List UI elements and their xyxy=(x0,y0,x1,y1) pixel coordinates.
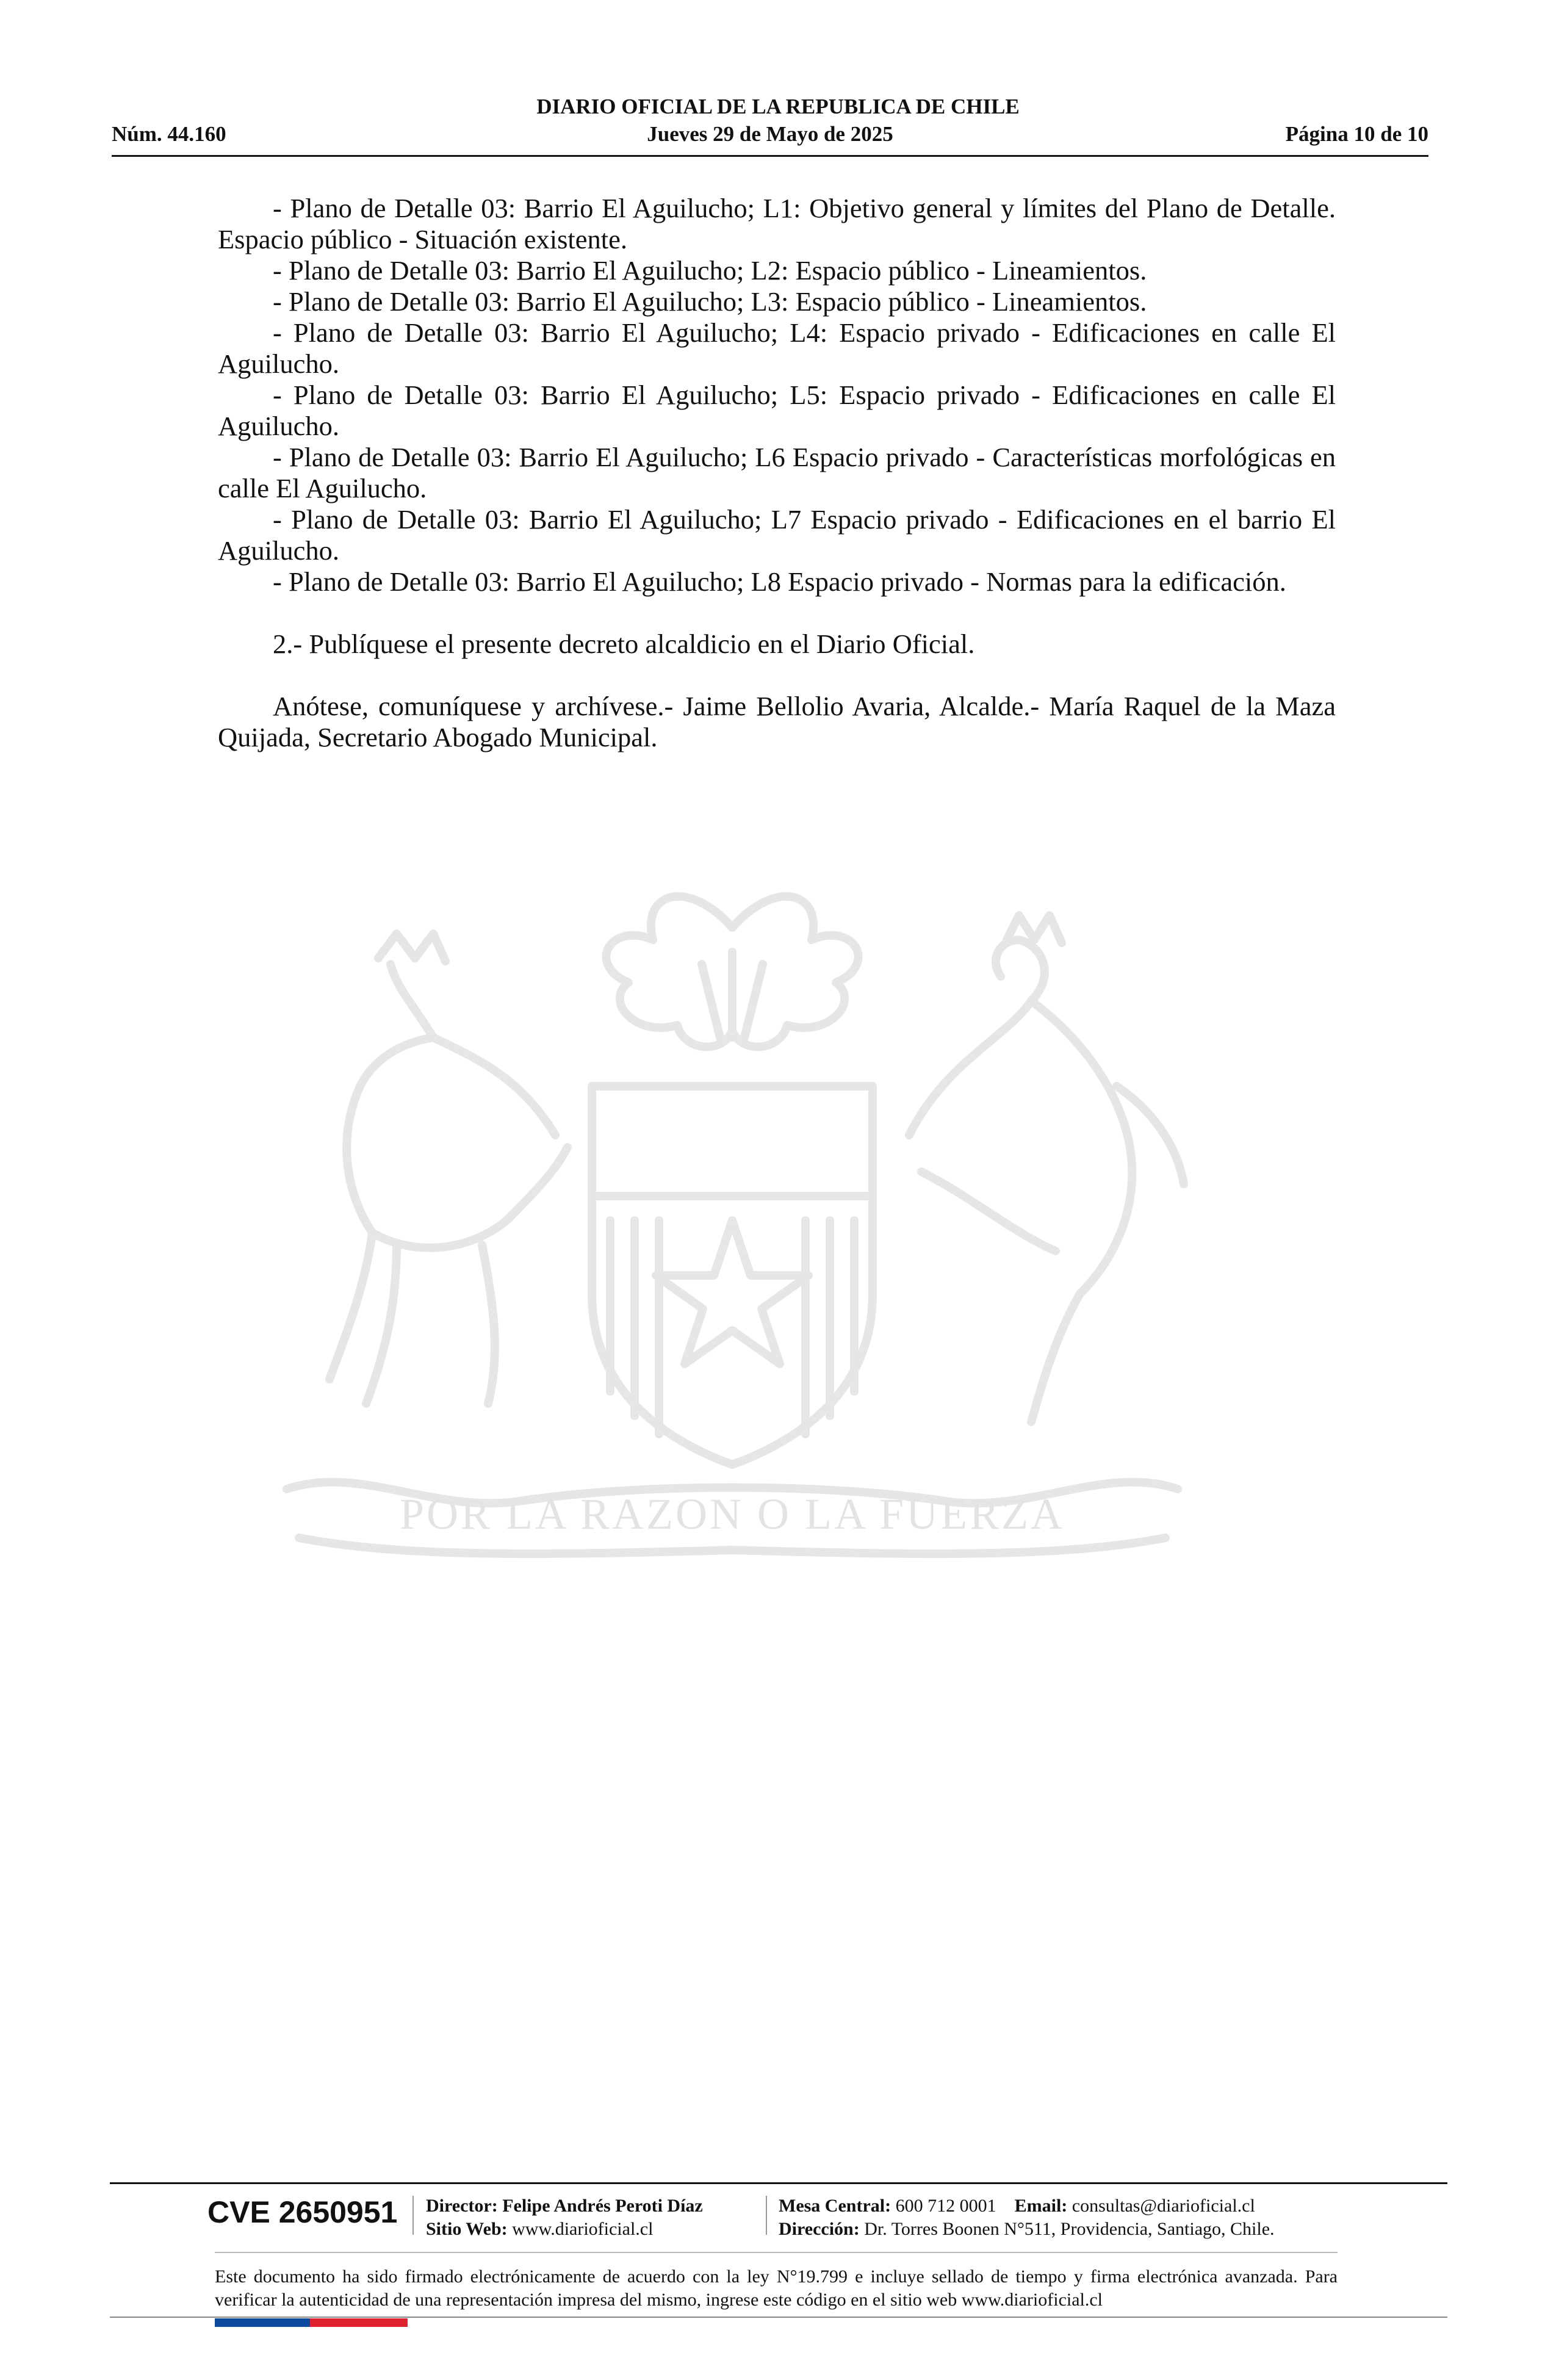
footer-divider-bottom xyxy=(110,2317,1447,2318)
footer-director-column xyxy=(426,2194,703,2241)
address-label: Dirección: xyxy=(779,2219,860,2239)
watermark-motto: POR LA RAZON O LA FUERZA xyxy=(399,1490,1065,1538)
footer-separator xyxy=(412,2196,414,2235)
flag-stripe-red xyxy=(310,2318,408,2327)
closing-paragraph: Anótese, comuníquese y archívese.- Jaime Bellolio Avaria, Alcalde.- María Raquel de la Maza Quijada, Secretario Abogado Municipal. xyxy=(218,691,1336,752)
director-label: Director: Felipe Andrés Peroti Díaz xyxy=(426,2196,703,2216)
footer-contact-column xyxy=(779,2194,1275,2241)
header-divider xyxy=(112,155,1428,157)
cve-code: CVE 2650951 xyxy=(207,2195,398,2229)
list-item: - Plano de Detalle 03: Barrio El Aguilucho; L7 Espacio privado - Edificaciones en el barrio El Aguilucho. xyxy=(218,504,1336,566)
newspaper-title: DIARIO OFICIAL DE LA REPUBLICA DE CHILE xyxy=(536,95,1020,118)
web-link[interactable]: www.diarioficial.cl xyxy=(512,2219,654,2239)
signature-notice: Este documento ha sido firmado electrónicamente de acuerdo con la ley N°19.799 e incluye sellado de tiempo y firma electrónica avanzada. Para verificar la autenticidad de una representación impresa del mismo, ingrese este código en el sitio web www.diarioficial.cl xyxy=(215,2266,1338,2310)
list-item: - Plano de Detalle 03: Barrio El Aguilucho; L6 Espacio privado - Características morfológicas en calle El Aguilucho. xyxy=(218,442,1336,503)
address-value: Dr. Torres Boonen N°511, Providencia, Santiago, Chile. xyxy=(864,2219,1275,2239)
document-body xyxy=(218,193,1336,753)
list-item: - Plano de Detalle 03: Barrio El Aguilucho; L2: Espacio público - Lineamientos. xyxy=(273,255,1147,286)
flag-stripe-blue xyxy=(215,2318,310,2327)
list-item: - Plano de Detalle 03: Barrio El Aguilucho; L3: Espacio público - Lineamientos. xyxy=(273,286,1147,317)
footer-separator xyxy=(766,2196,767,2235)
mesa-value: 600 712 0001 xyxy=(895,2196,996,2216)
list-item: - Plano de Detalle 03: Barrio El Aguilucho; L4: Espacio privado - Edificaciones en calle El Aguilucho. xyxy=(218,317,1336,379)
email-label: Email: xyxy=(1014,2196,1068,2216)
list-item: - Plano de Detalle 03: Barrio El Aguilucho; L8 Espacio privado - Normas para la edificación. xyxy=(273,566,1286,597)
list-item: - Plano de Detalle 03: Barrio El Aguilucho; L1: Objetivo general y límites del Plano de Detalle. Espacio público - Situación existente. xyxy=(218,193,1336,254)
issue-date: Jueves 29 de Mayo de 2025 xyxy=(647,122,893,146)
footer-divider-top xyxy=(110,2182,1447,2184)
email-link[interactable]: consultas@diarioficial.cl xyxy=(1072,2196,1255,2216)
issue-number: Núm. 44.160 xyxy=(112,122,226,146)
chile-coat-of-arms-icon xyxy=(214,854,1251,1678)
web-label: Sitio Web: xyxy=(426,2219,508,2239)
list-item: - Plano de Detalle 03: Barrio El Aguilucho; L5: Espacio privado - Edificaciones en calle El Aguilucho. xyxy=(218,380,1336,441)
publish-paragraph: 2.- Publíquese el presente decreto alcaldicio en el Diario Oficial. xyxy=(273,629,975,659)
mesa-label: Mesa Central: xyxy=(779,2196,891,2216)
footer-divider-mid xyxy=(215,2252,1338,2253)
page-number: Página 10 de 10 xyxy=(1285,122,1428,146)
